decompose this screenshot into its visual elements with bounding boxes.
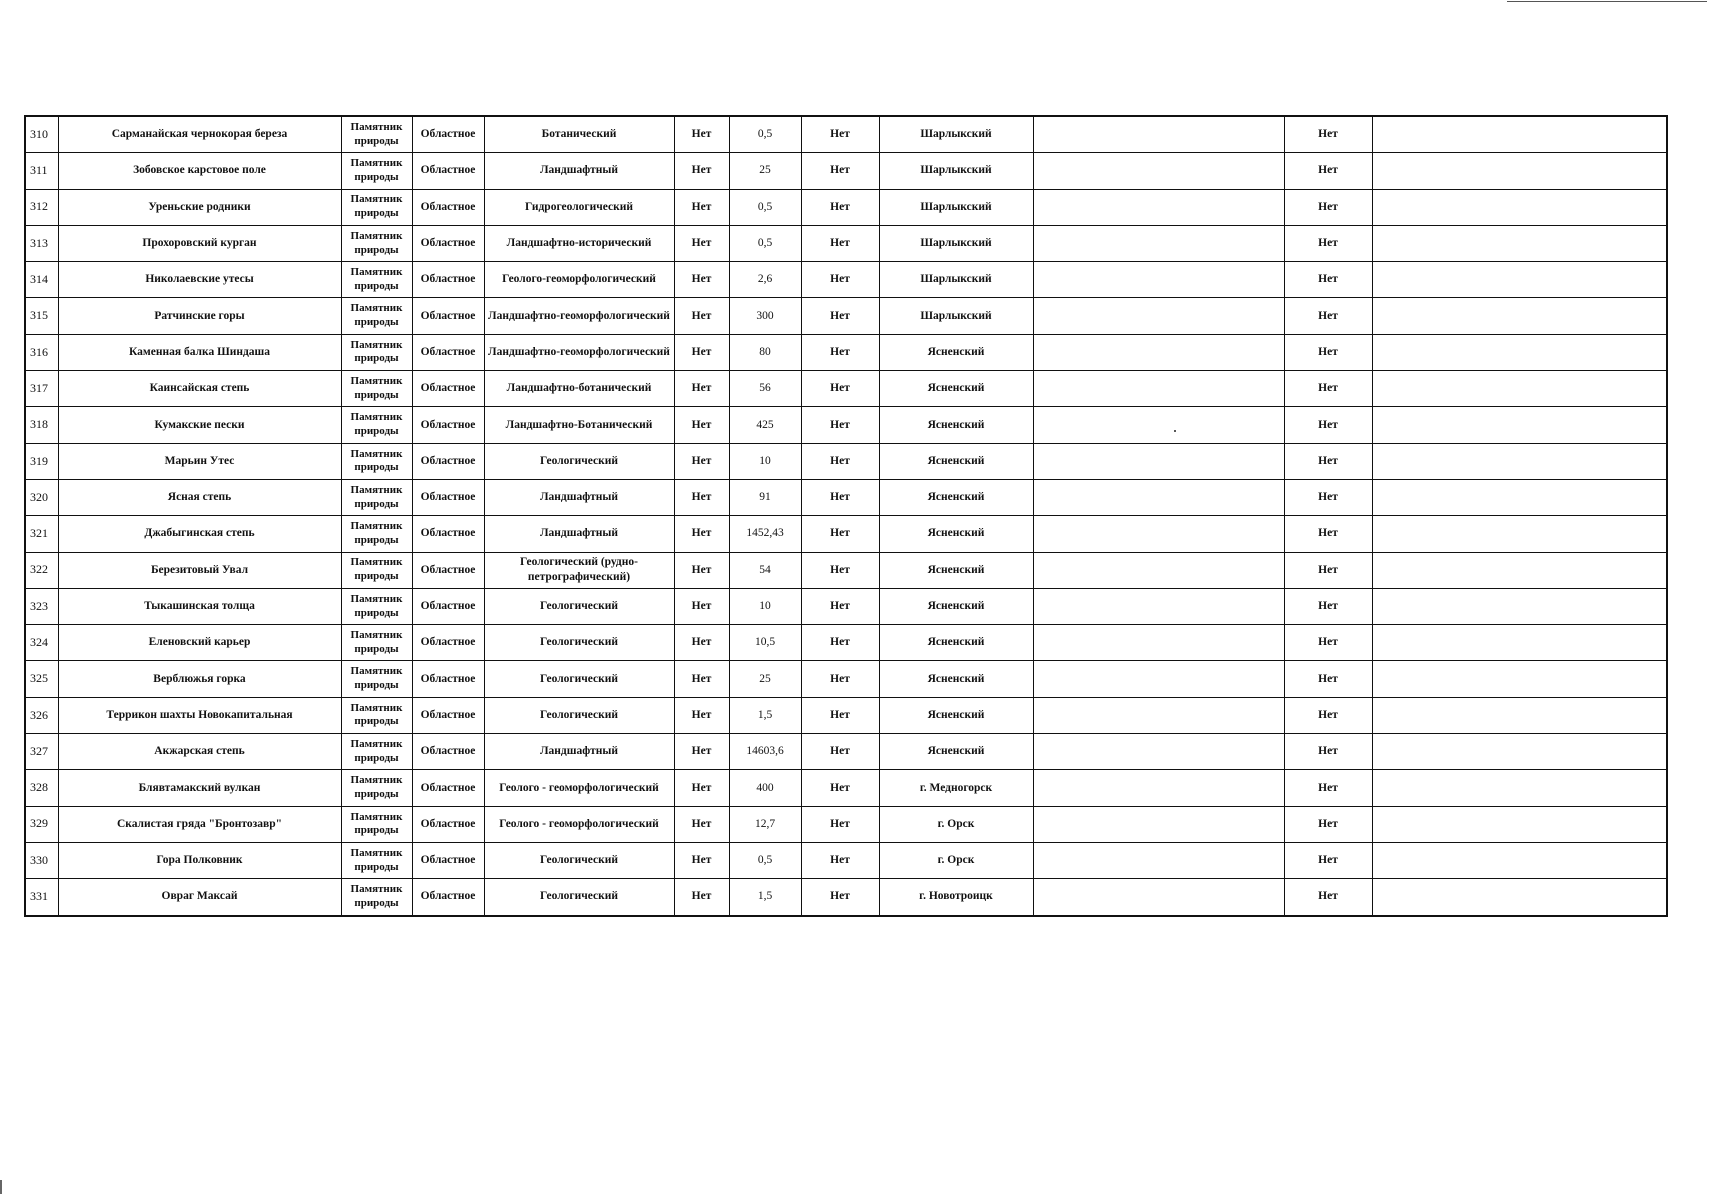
cell-category: Памятник природы: [341, 225, 412, 261]
cell-column-12: [1372, 225, 1667, 261]
cell-column-8: Нет: [801, 153, 879, 189]
cell-column-12: [1372, 879, 1667, 916]
cell-column-11: Нет: [1284, 116, 1372, 153]
cell-area: 425: [729, 407, 801, 443]
cell-significance: Областное: [412, 334, 484, 370]
cell-profile: Геологический: [484, 661, 674, 697]
cell-profile: Ландшафтный: [484, 479, 674, 515]
cell-profile: Ботанический: [484, 116, 674, 153]
cell-category: Памятник природы: [341, 697, 412, 733]
cell-category: Памятник природы: [341, 734, 412, 770]
cell-column-8: Нет: [801, 116, 879, 153]
table-row: [25, 334, 1667, 370]
cell-column-10: [1033, 879, 1284, 916]
cell-category: Памятник природы: [341, 116, 412, 153]
cell-significance: Областное: [412, 516, 484, 552]
table-row: [25, 661, 1667, 697]
cell-profile: Геолого-геоморфологический: [484, 262, 674, 298]
cell-row-number: 320: [25, 479, 58, 515]
cell-column-8: Нет: [801, 225, 879, 261]
cell-row-number: 316: [25, 334, 58, 370]
cell-row-number: 315: [25, 298, 58, 334]
cell-row-number: 327: [25, 734, 58, 770]
table-row: [25, 116, 1667, 153]
cell-column-11: Нет: [1284, 443, 1372, 479]
cell-row-number: 325: [25, 661, 58, 697]
cell-column-8: Нет: [801, 588, 879, 624]
cell-column-10: [1033, 661, 1284, 697]
cell-column-12: [1372, 661, 1667, 697]
cell-column-10: [1033, 262, 1284, 298]
cell-object-name: Марьин Утес: [58, 443, 341, 479]
cell-significance: Областное: [412, 770, 484, 806]
cell-district: Ясненский: [879, 334, 1033, 370]
cell-row-number: 322: [25, 552, 58, 588]
cell-column-11: Нет: [1284, 153, 1372, 189]
cell-object-name: Гора Полковник: [58, 842, 341, 878]
cell-column-6: Нет: [674, 298, 729, 334]
cell-column-11: Нет: [1284, 479, 1372, 515]
cell-profile: Геологический: [484, 625, 674, 661]
cell-column-8: Нет: [801, 806, 879, 842]
cell-object-name: Овраг Максай: [58, 879, 341, 916]
cell-column-12: [1372, 806, 1667, 842]
cell-column-12: [1372, 625, 1667, 661]
cell-profile: Ландшафтно-геоморфологический: [484, 298, 674, 334]
cell-significance: Областное: [412, 407, 484, 443]
cell-column-8: Нет: [801, 734, 879, 770]
cell-district: Шарлыкский: [879, 225, 1033, 261]
cell-object-name: Ратчинские горы: [58, 298, 341, 334]
scan-edge-line: [1507, 1, 1707, 2]
cell-significance: Областное: [412, 879, 484, 916]
cell-column-6: Нет: [674, 879, 729, 916]
cell-district: г. Орск: [879, 842, 1033, 878]
cell-category: Памятник природы: [341, 479, 412, 515]
cell-column-12: [1372, 443, 1667, 479]
cell-column-12: [1372, 371, 1667, 407]
cell-significance: Областное: [412, 262, 484, 298]
cell-district: Ясненский: [879, 625, 1033, 661]
cell-area: 300: [729, 298, 801, 334]
cell-column-8: Нет: [801, 407, 879, 443]
cell-category: Памятник природы: [341, 153, 412, 189]
cell-profile: Геолого - геоморфологический: [484, 770, 674, 806]
cell-district: Ясненский: [879, 661, 1033, 697]
cell-area: 91: [729, 479, 801, 515]
cell-object-name: Акжарская степь: [58, 734, 341, 770]
cell-district: Шарлыкский: [879, 116, 1033, 153]
cell-category: Памятник природы: [341, 806, 412, 842]
cell-category: Памятник природы: [341, 552, 412, 588]
cell-column-12: [1372, 116, 1667, 153]
cell-district: Ясненский: [879, 479, 1033, 515]
cell-district: Ясненский: [879, 443, 1033, 479]
cell-column-10: [1033, 225, 1284, 261]
table-row: [25, 625, 1667, 661]
cell-significance: Областное: [412, 225, 484, 261]
cell-column-11: Нет: [1284, 407, 1372, 443]
cell-column-12: [1372, 189, 1667, 225]
cell-row-number: 317: [25, 371, 58, 407]
cell-row-number: 314: [25, 262, 58, 298]
cell-column-10: [1033, 407, 1284, 443]
cell-category: Памятник природы: [341, 407, 412, 443]
table-row: [25, 262, 1667, 298]
cell-object-name: Каинсайская степь: [58, 371, 341, 407]
cell-column-10: [1033, 479, 1284, 515]
cell-profile: Геологический: [484, 879, 674, 916]
cell-column-6: Нет: [674, 697, 729, 733]
cell-column-11: Нет: [1284, 552, 1372, 588]
cell-district: Ясненский: [879, 407, 1033, 443]
cell-profile: Геологический: [484, 443, 674, 479]
cell-object-name: Прохоровский курган: [58, 225, 341, 261]
cell-column-6: Нет: [674, 588, 729, 624]
table-row: [25, 734, 1667, 770]
cell-column-8: Нет: [801, 842, 879, 878]
cell-category: Памятник природы: [341, 262, 412, 298]
cell-column-12: [1372, 842, 1667, 878]
cell-category: Памятник природы: [341, 443, 412, 479]
scan-speck: [1174, 430, 1176, 432]
cell-category: Памятник природы: [341, 189, 412, 225]
cell-column-12: [1372, 552, 1667, 588]
cell-column-6: Нет: [674, 262, 729, 298]
cell-column-8: Нет: [801, 625, 879, 661]
cell-column-8: Нет: [801, 516, 879, 552]
cell-column-8: Нет: [801, 879, 879, 916]
cell-row-number: 318: [25, 407, 58, 443]
table-row: [25, 879, 1667, 916]
cell-object-name: Блявтамакский вулкан: [58, 770, 341, 806]
cell-district: Шарлыкский: [879, 262, 1033, 298]
cell-profile: Геолого - геоморфологический: [484, 806, 674, 842]
cell-profile: Геологический (рудно-петрографический): [484, 552, 674, 588]
cell-column-11: Нет: [1284, 189, 1372, 225]
cell-object-name: Верблюжья горка: [58, 661, 341, 697]
cell-column-11: Нет: [1284, 806, 1372, 842]
cell-significance: Областное: [412, 697, 484, 733]
cell-row-number: 312: [25, 189, 58, 225]
cell-area: 400: [729, 770, 801, 806]
cell-district: г. Новотроицк: [879, 879, 1033, 916]
cell-area: 14603,6: [729, 734, 801, 770]
cell-column-12: [1372, 588, 1667, 624]
cell-column-8: Нет: [801, 298, 879, 334]
cell-column-11: Нет: [1284, 298, 1372, 334]
cell-object-name: Еленовский карьер: [58, 625, 341, 661]
cell-column-10: [1033, 153, 1284, 189]
cell-object-name: Уреньские родники: [58, 189, 341, 225]
cell-column-6: Нет: [674, 625, 729, 661]
cell-column-8: Нет: [801, 189, 879, 225]
cell-district: Ясненский: [879, 734, 1033, 770]
cell-profile: Геологический: [484, 842, 674, 878]
cell-object-name: Ясная степь: [58, 479, 341, 515]
cell-significance: Областное: [412, 552, 484, 588]
cell-column-10: [1033, 443, 1284, 479]
cell-significance: Областное: [412, 661, 484, 697]
cell-column-8: Нет: [801, 479, 879, 515]
cell-district: Ясненский: [879, 516, 1033, 552]
cell-area: 0,5: [729, 189, 801, 225]
cell-column-6: Нет: [674, 153, 729, 189]
cell-column-6: Нет: [674, 516, 729, 552]
cell-column-11: Нет: [1284, 734, 1372, 770]
cell-area: 25: [729, 661, 801, 697]
cell-column-6: Нет: [674, 552, 729, 588]
cell-column-6: Нет: [674, 806, 729, 842]
cell-column-10: [1033, 625, 1284, 661]
cell-column-12: [1372, 407, 1667, 443]
cell-district: г. Орск: [879, 806, 1033, 842]
cell-column-10: [1033, 770, 1284, 806]
cell-column-6: Нет: [674, 479, 729, 515]
cell-row-number: 331: [25, 879, 58, 916]
cell-column-10: [1033, 334, 1284, 370]
cell-profile: Геологический: [484, 588, 674, 624]
cell-object-name: Каменная балка Шиндаша: [58, 334, 341, 370]
cell-column-8: Нет: [801, 697, 879, 733]
table-row: [25, 479, 1667, 515]
document-table-wrapper: [24, 115, 1666, 917]
cell-row-number: 323: [25, 588, 58, 624]
table-row: [25, 189, 1667, 225]
cell-column-10: [1033, 298, 1284, 334]
cell-column-6: Нет: [674, 116, 729, 153]
cell-profile: Ландшафтно-ботанический: [484, 371, 674, 407]
cell-column-12: [1372, 262, 1667, 298]
cell-column-12: [1372, 770, 1667, 806]
cell-row-number: 328: [25, 770, 58, 806]
cell-object-name: Николаевские утесы: [58, 262, 341, 298]
cell-object-name: Джабыгинская степь: [58, 516, 341, 552]
cell-column-10: [1033, 116, 1284, 153]
cell-column-12: [1372, 697, 1667, 733]
cell-column-6: Нет: [674, 407, 729, 443]
table-body: [25, 116, 1667, 916]
cell-area: 0,5: [729, 842, 801, 878]
cell-column-11: Нет: [1284, 262, 1372, 298]
cell-profile: Ландшафтно-Ботанический: [484, 407, 674, 443]
cell-category: Памятник природы: [341, 842, 412, 878]
cell-row-number: 326: [25, 697, 58, 733]
cell-category: Памятник природы: [341, 661, 412, 697]
cell-significance: Областное: [412, 734, 484, 770]
cell-column-8: Нет: [801, 443, 879, 479]
table-row: [25, 842, 1667, 878]
cell-category: Памятник природы: [341, 334, 412, 370]
cell-category: Памятник природы: [341, 371, 412, 407]
cell-category: Памятник природы: [341, 588, 412, 624]
cell-column-10: [1033, 842, 1284, 878]
cell-area: 10: [729, 588, 801, 624]
table-row: [25, 770, 1667, 806]
cell-row-number: 313: [25, 225, 58, 261]
cell-significance: Областное: [412, 479, 484, 515]
cell-column-11: Нет: [1284, 625, 1372, 661]
cell-column-11: Нет: [1284, 842, 1372, 878]
cell-area: 0,5: [729, 225, 801, 261]
cell-area: 25: [729, 153, 801, 189]
cell-profile: Ландшафтный: [484, 153, 674, 189]
cell-significance: Областное: [412, 625, 484, 661]
cell-significance: Областное: [412, 116, 484, 153]
cell-column-6: Нет: [674, 842, 729, 878]
cell-column-11: Нет: [1284, 697, 1372, 733]
cell-column-10: [1033, 697, 1284, 733]
cell-significance: Областное: [412, 588, 484, 624]
table-row: [25, 298, 1667, 334]
table-row: [25, 153, 1667, 189]
cell-column-8: Нет: [801, 770, 879, 806]
cell-profile: Геологический: [484, 697, 674, 733]
cell-column-6: Нет: [674, 734, 729, 770]
cell-category: Памятник природы: [341, 298, 412, 334]
cell-column-6: Нет: [674, 371, 729, 407]
cell-district: Шарлыкский: [879, 298, 1033, 334]
cell-object-name: Тыкашинская толща: [58, 588, 341, 624]
cell-district: Шарлыкский: [879, 189, 1033, 225]
cell-row-number: 330: [25, 842, 58, 878]
cell-column-8: Нет: [801, 661, 879, 697]
cell-area: 10: [729, 443, 801, 479]
cell-row-number: 310: [25, 116, 58, 153]
cell-area: 56: [729, 371, 801, 407]
cell-profile: Ландшафтный: [484, 734, 674, 770]
cell-object-name: Кумакские пески: [58, 407, 341, 443]
cell-district: Ясненский: [879, 588, 1033, 624]
cell-column-11: Нет: [1284, 371, 1372, 407]
table-row: [25, 697, 1667, 733]
cell-column-6: Нет: [674, 443, 729, 479]
cell-significance: Областное: [412, 189, 484, 225]
cell-row-number: 311: [25, 153, 58, 189]
cell-district: г. Медногорск: [879, 770, 1033, 806]
cell-row-number: 324: [25, 625, 58, 661]
cell-column-10: [1033, 588, 1284, 624]
cell-object-name: Зобовское карстовое поле: [58, 153, 341, 189]
cell-category: Памятник природы: [341, 770, 412, 806]
table-row: [25, 443, 1667, 479]
cell-object-name: Березитовый Увал: [58, 552, 341, 588]
cell-column-11: Нет: [1284, 516, 1372, 552]
cell-object-name: Сарманайская чернокорая береза: [58, 116, 341, 153]
cell-district: Шарлыкский: [879, 153, 1033, 189]
cell-row-number: 321: [25, 516, 58, 552]
cell-area: 54: [729, 552, 801, 588]
cell-column-12: [1372, 334, 1667, 370]
cell-column-11: Нет: [1284, 770, 1372, 806]
cell-area: 80: [729, 334, 801, 370]
cell-column-6: Нет: [674, 225, 729, 261]
cell-category: Памятник природы: [341, 625, 412, 661]
cell-row-number: 329: [25, 806, 58, 842]
cell-column-10: [1033, 371, 1284, 407]
cell-column-8: Нет: [801, 334, 879, 370]
cell-column-12: [1372, 298, 1667, 334]
cell-area: 0,5: [729, 116, 801, 153]
table-row: [25, 371, 1667, 407]
table-row: [25, 552, 1667, 588]
table-row: [25, 407, 1667, 443]
cell-column-11: Нет: [1284, 588, 1372, 624]
scan-edge-mark: [0, 1180, 2, 1194]
cell-column-8: Нет: [801, 371, 879, 407]
cell-column-6: Нет: [674, 334, 729, 370]
cell-column-11: Нет: [1284, 879, 1372, 916]
cell-profile: Ландшафтный: [484, 516, 674, 552]
cell-column-10: [1033, 806, 1284, 842]
cell-significance: Областное: [412, 298, 484, 334]
cell-column-8: Нет: [801, 552, 879, 588]
cell-column-12: [1372, 734, 1667, 770]
table-row: [25, 516, 1667, 552]
cell-district: Ясненский: [879, 552, 1033, 588]
cell-area: 1,5: [729, 697, 801, 733]
cell-column-6: Нет: [674, 661, 729, 697]
cell-profile: Ландшафтно-исторический: [484, 225, 674, 261]
cell-area: 10,5: [729, 625, 801, 661]
cell-column-6: Нет: [674, 770, 729, 806]
cell-column-11: Нет: [1284, 661, 1372, 697]
cell-column-12: [1372, 516, 1667, 552]
cell-area: 12,7: [729, 806, 801, 842]
cell-column-12: [1372, 153, 1667, 189]
cell-column-12: [1372, 479, 1667, 515]
table-row: [25, 588, 1667, 624]
cell-district: Ясненский: [879, 371, 1033, 407]
cell-profile: Ландшафтно-геоморфологический: [484, 334, 674, 370]
cell-significance: Областное: [412, 806, 484, 842]
cell-area: 2,6: [729, 262, 801, 298]
cell-area: 1452,43: [729, 516, 801, 552]
table-row: [25, 806, 1667, 842]
cell-column-10: [1033, 516, 1284, 552]
cell-significance: Областное: [412, 842, 484, 878]
cell-column-10: [1033, 552, 1284, 588]
cell-significance: Областное: [412, 371, 484, 407]
table-row: [25, 225, 1667, 261]
cell-significance: Областное: [412, 443, 484, 479]
cell-column-10: [1033, 734, 1284, 770]
cell-row-number: 319: [25, 443, 58, 479]
cell-column-11: Нет: [1284, 225, 1372, 261]
cell-column-6: Нет: [674, 189, 729, 225]
cell-category: Памятник природы: [341, 516, 412, 552]
cell-object-name: Скалистая гряда "Бронтозавр": [58, 806, 341, 842]
cell-category: Памятник природы: [341, 879, 412, 916]
cell-column-10: [1033, 189, 1284, 225]
cell-area: 1,5: [729, 879, 801, 916]
cell-column-8: Нет: [801, 262, 879, 298]
cell-column-11: Нет: [1284, 334, 1372, 370]
protected-areas-table: [24, 115, 1668, 917]
cell-profile: Гидрогеологический: [484, 189, 674, 225]
cell-district: Ясненский: [879, 697, 1033, 733]
cell-significance: Областное: [412, 153, 484, 189]
cell-object-name: Террикон шахты Новокапитальная: [58, 697, 341, 733]
